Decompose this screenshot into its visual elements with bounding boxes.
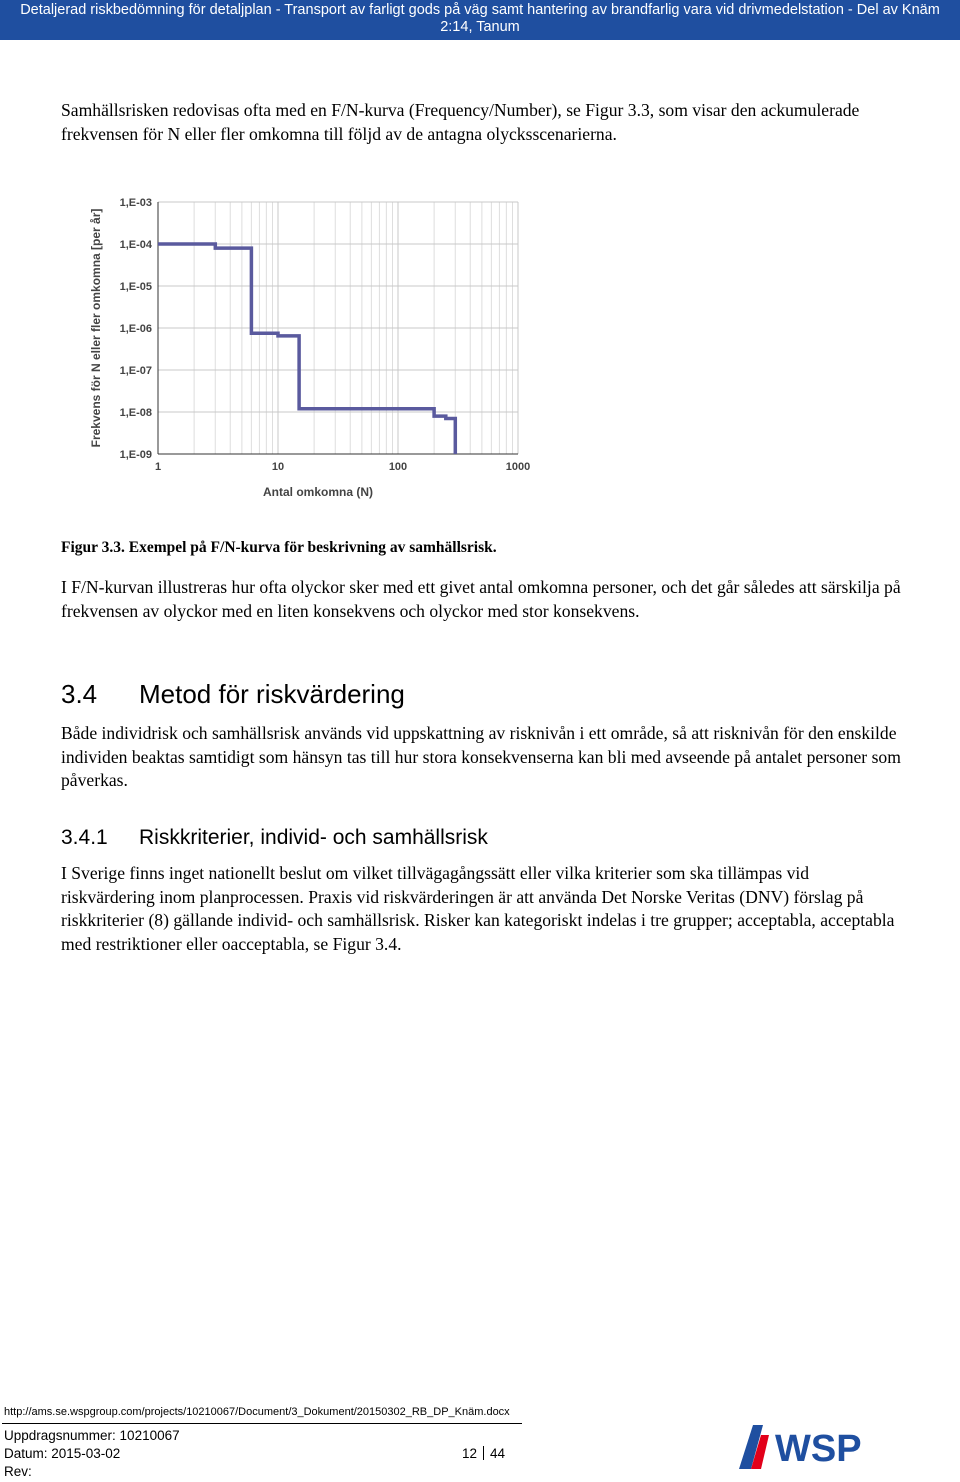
method-paragraph: Både individrisk och samhällsrisk används vid uppskattning av risknivån i ett område, så att risknivån för den enskilde individen beaktas samtidigt som hänsyn tas till hur stora konsekvenserna kan bli med avseende på antalet personer som påverkas. <box>61 723 901 790</box>
criteria-paragraph: I Sverige finns inget nationellt beslut om vilket tillvägagångssätt eller vilka kriterier som ska tillämpas vid riskvärdering inom planprocessen. Praxis vid riskvärderingen är att använda Det Norske Veritas (DNV) förslag på riskkriterier (8) gällande individ- och samhällsrisk. Risker kan kategoriskt indelas i tre grupper; acceptabla, acceptabla med restriktioner eller oacceptabla, se Figur 3.4. <box>61 863 895 954</box>
footer-date: Datum: 2015-03-02 <box>4 1446 121 1461</box>
page-total: 44 <box>490 1446 506 1461</box>
section-title: Metod för riskvärdering <box>139 679 405 709</box>
y-tick-label: 1,E-06 <box>119 323 152 335</box>
page-separator <box>483 1446 484 1460</box>
figure-caption: Figur 3.3. Exempel på F/N-kurva för beskrivning av samhällsrisk. <box>61 539 497 556</box>
fn-description-paragraph: I F/N-kurvan illustreras hur ofta olyckor sker med ett givet antal omkomna personer, och det går således att särskilja på frekvensen av olyckor med en liten konsekvens och olyckor med stor konsekvens. <box>61 577 901 621</box>
y-tick-label: 1,E-08 <box>119 407 152 419</box>
y-axis-label: Frekvens för N eller fler omkomna [per år] <box>89 208 103 448</box>
x-tick-label: 1000 <box>505 461 531 473</box>
y-tick-label: 1,E-05 <box>119 281 152 293</box>
page-current: 12 <box>462 1446 478 1461</box>
y-tick-label: 1,E-03 <box>119 197 152 209</box>
wsp-logo-text: WSP <box>775 1428 862 1470</box>
y-tick-label: 1,E-04 <box>119 239 152 251</box>
intro-paragraph: Samhällsrisken redovisas ofta med en F/N-kurva (Frequency/Number), se Figur 3.3, som visar den ackumulerade frekvensen för N eller fler omkomna till följd av de antagna olycksscenarierna. <box>61 100 860 144</box>
fn-curve-chart <box>80 188 550 508</box>
x-axis-label: Antal omkomna (N) <box>262 485 374 499</box>
fn-series-line <box>158 244 455 454</box>
x-tick-label: 10 <box>271 461 285 473</box>
section-number: 3.4 <box>61 679 98 709</box>
y-tick-label: 1,E-09 <box>119 449 152 461</box>
subsection-title: Riskkriterier, individ- och samhällsrisk <box>139 826 488 849</box>
section-heading <box>61 679 405 710</box>
footer-divider <box>2 1423 522 1424</box>
wsp-logo <box>735 1421 895 1473</box>
subsection-heading <box>61 826 488 850</box>
subsection-number: 3.4.1 <box>61 826 108 849</box>
footer-revision: Rev: <box>4 1464 32 1479</box>
x-tick-label: 1 <box>154 461 162 473</box>
footer-page-number <box>462 1446 505 1461</box>
footer-project-number: Uppdragsnummer: 10210067 <box>4 1428 180 1443</box>
header-title-cont: 2:14, Tanum <box>440 19 520 35</box>
footer-file-link[interactable]: http://ams.se.wspgroup.com/projects/10210067/Document/3_Dokument/20150302_RB_DP_Knäm.docx <box>4 1406 510 1418</box>
document-header <box>0 0 960 40</box>
x-tick-label: 100 <box>388 461 408 473</box>
y-tick-label: 1,E-07 <box>119 365 152 377</box>
header-title: Detaljerad riskbedömning för detaljplan - Transport av farligt gods på väg samt hantering av brandfarlig vara vid drivmedelstation - Del av Knäm <box>20 2 940 18</box>
